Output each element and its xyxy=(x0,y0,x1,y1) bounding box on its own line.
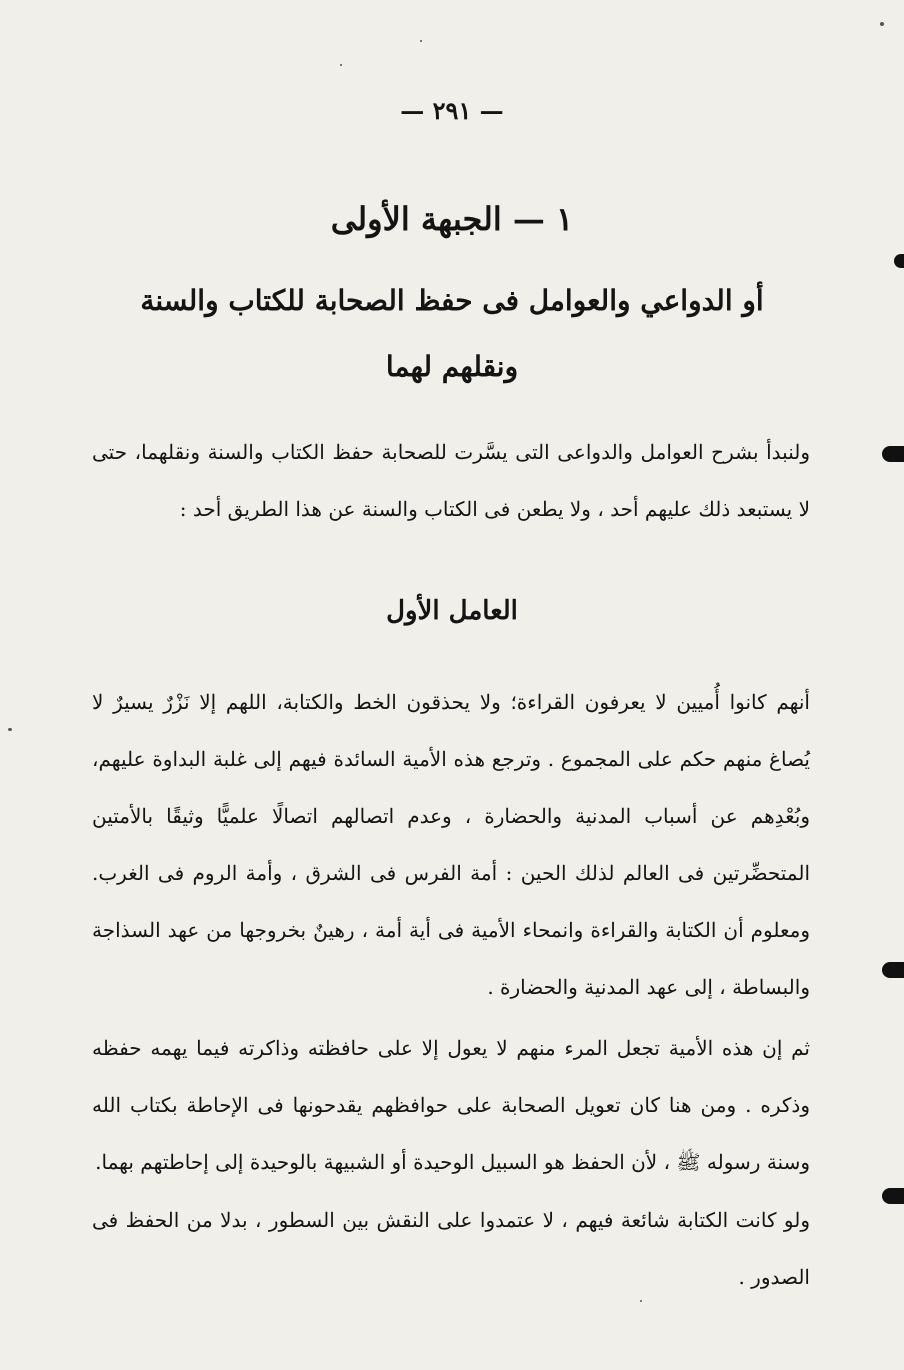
body-paragraph-2: ثم إن هذه الأمية تجعل المرء منهم لا يعول إلا على حافظته وذاكرته فيما يهمه حفظه وذكره . ومن هنا كان تعويل الصحابة على حوافظهم يقدحونها فى الإحاطة بكتاب الله وسنة رسوله ﷺ ، لأن الحفظ هو السبيل الوحيدة أو الشبيهة بالوحيدة إلى إحاطتهم بهما. xyxy=(92,1036,810,1174)
body-paragraph-3: ولو كانت الكتابة شائعة فيهم ، لا عتمدوا على النقش بين السطور ، بدلا من الحفظ فى الصدور . xyxy=(92,1208,810,1289)
scan-speck xyxy=(640,1300,642,1302)
binding-hole-mark xyxy=(894,254,904,268)
binding-hole-mark xyxy=(882,446,904,462)
chapter-subtitle-line-2: ونقلهم لهما xyxy=(385,350,519,383)
binding-hole-mark xyxy=(882,1188,904,1204)
scan-speck xyxy=(8,728,12,731)
binding-hole-mark xyxy=(882,962,904,978)
scan-speck xyxy=(340,64,342,66)
chapter-title: ١ — الجبهة الأولى xyxy=(330,200,574,238)
chapter-subtitle-line-1: أو الدواعي والعوامل فى حفظ الصحابة للكتاب والسنة xyxy=(140,284,764,317)
intro-paragraph: ولنبدأ بشرح العوامل والدواعى التى يسَّرت للصحابة حفظ الكتاب والسنة ونقلهما، حتى لا يستبعد ذلك عليهم أحد ، ولا يطعن فى الكتاب والسنة عن هذا الطريق أحد : xyxy=(92,440,810,521)
body-paragraph-1: أنهم كانوا أُميين لا يعرفون القراءة؛ ولا يحذقون الخط والكتابة، اللهم إلا نَزْرٌ يسيرٌ لا يُصاغ منهم حكم على المجموع . وترجع هذه الأمية السائدة فيهم إلى غلبة البداوة عليهم، وبُعْدِهم عن أسباب المدنية والحضارة ، وعدم اتصالهم اتصالًا علميًّا وثيقًا بالأمتين المتحضِّرتين فى العالم لذلك الحين : أمة الفرس فى الشرق ، وأمة الروم فى الغرب. ومعلوم أن الكتابة والقراءة وانمحاء الأمية فى أية أمة ، رهينٌ بخروجها من عهد السذاجة والبساطة ، إلى عهد المدنية والحضارة . xyxy=(92,690,810,999)
page-number: — ٢٩١ — xyxy=(400,96,504,125)
scan-speck xyxy=(420,40,422,42)
section-heading: العامل الأول xyxy=(386,596,518,626)
scan-speck xyxy=(880,22,884,26)
